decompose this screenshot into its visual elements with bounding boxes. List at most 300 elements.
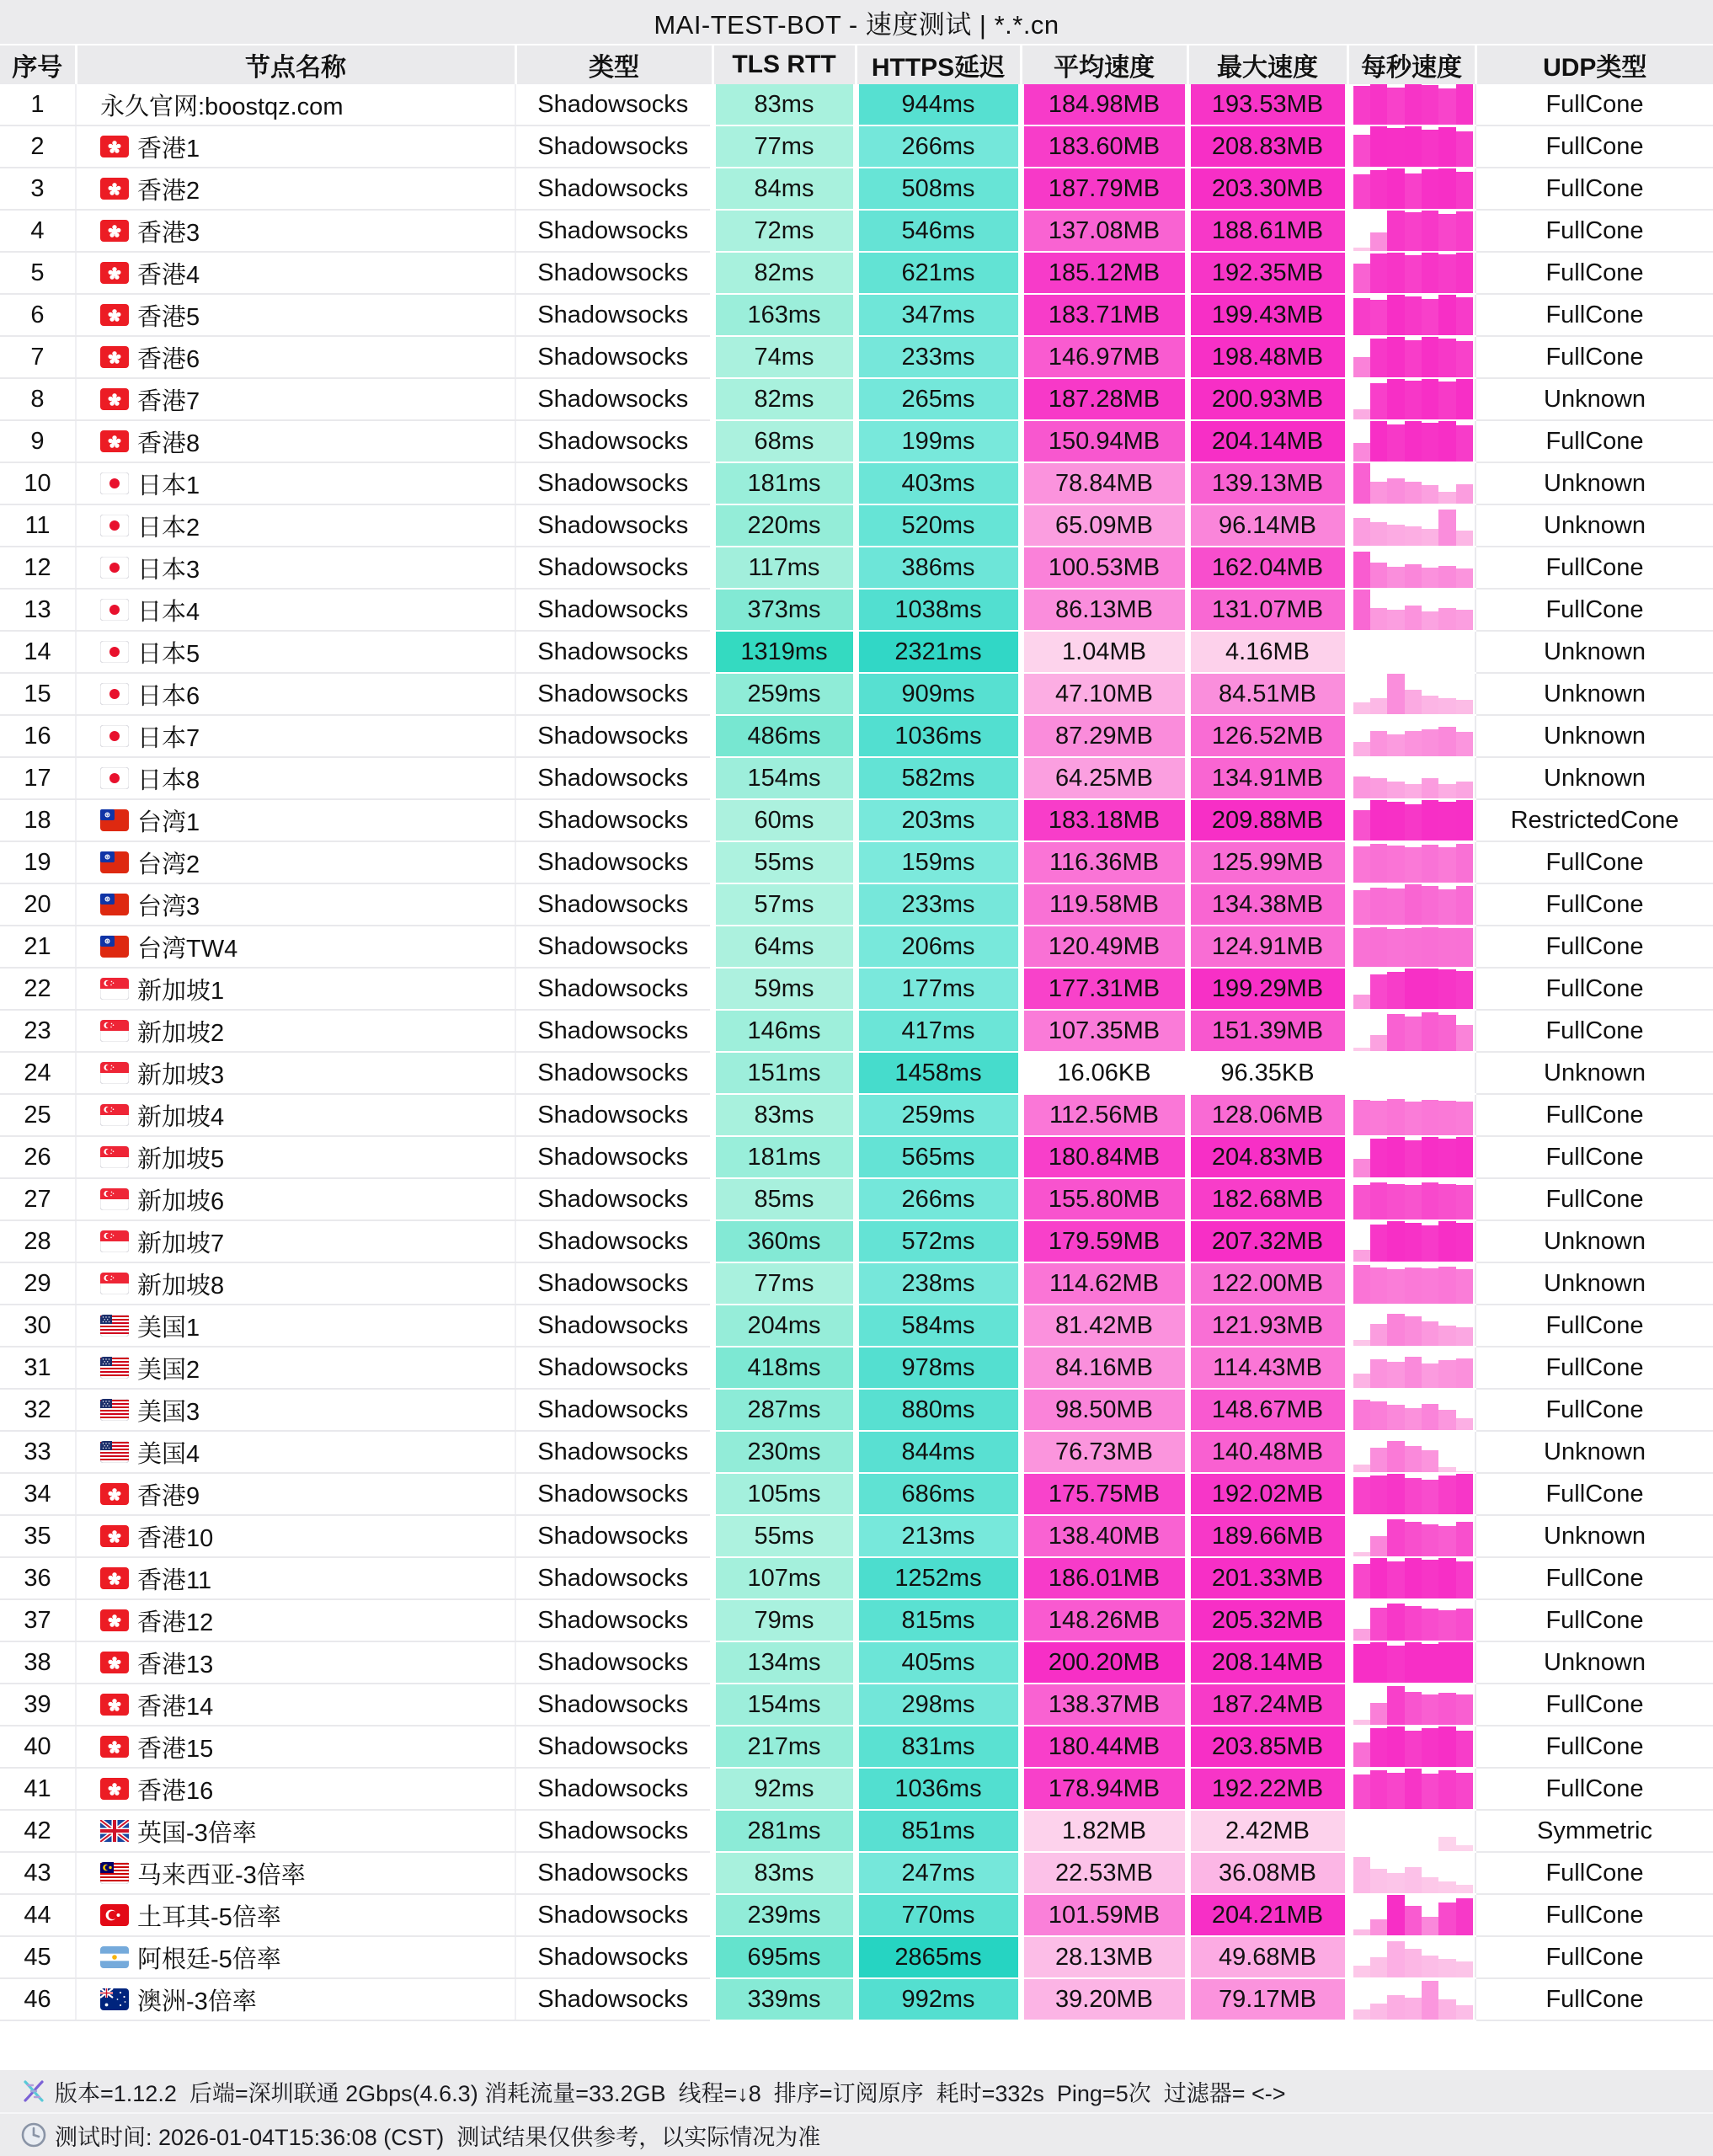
speed-bar <box>1387 846 1404 883</box>
node-name-cell <box>76 1094 515 1136</box>
max-speed-cell: 4.16MB <box>1187 631 1347 673</box>
speed-bar <box>1353 2009 1370 2020</box>
https-latency-cell: 584ms <box>856 1305 1021 1347</box>
avg-speed-cell: 98.50MB <box>1021 1389 1187 1431</box>
speed-per-second-chart <box>1351 421 1476 462</box>
speed-bar <box>1370 1324 1387 1346</box>
table-row <box>0 1557 1713 1599</box>
node-name: 马来西亚-3倍率 <box>137 1861 306 1889</box>
speed-bar <box>1438 784 1455 798</box>
flag-sg-icon <box>100 1188 129 1210</box>
table-row <box>0 1978 1713 2020</box>
node-name-cell <box>76 968 515 1010</box>
speed-bar <box>1370 698 1387 714</box>
row-number-cell: 24 <box>0 1052 76 1094</box>
table-row <box>0 1347 1713 1389</box>
https-latency-cell: 1458ms <box>856 1052 1021 1094</box>
speed-bar <box>1353 1400 1370 1430</box>
speed-bar <box>1370 778 1387 798</box>
max-speed-cell: 125.99MB <box>1187 841 1347 883</box>
avg-speed-cell: 155.80MB <box>1021 1178 1187 1220</box>
speed-bar <box>1353 810 1370 841</box>
node-type-cell: Shadowsocks <box>515 589 712 631</box>
speed-bar <box>1456 1102 1473 1135</box>
speed-bar <box>1438 254 1455 293</box>
https-latency-cell: 944ms <box>856 84 1021 125</box>
https-latency-cell: 233ms <box>856 336 1021 378</box>
https-latency-cell: 909ms <box>856 673 1021 715</box>
node-name-cell <box>76 926 515 968</box>
udp-type-cell: Unknown <box>1476 631 1713 673</box>
node-name-cell <box>76 336 515 378</box>
https-latency-cell: 199ms <box>856 420 1021 462</box>
table-row <box>0 589 1713 631</box>
udp-type-cell: FullCone <box>1476 589 1713 631</box>
node-name-cell <box>76 1684 515 1726</box>
tls-rtt-cell: 64ms <box>712 926 856 968</box>
speed-bar <box>1387 1314 1404 1346</box>
speed-bar <box>1422 611 1438 630</box>
node-name: 香港4 <box>137 261 200 289</box>
max-speed-cell: 122.00MB <box>1187 1262 1347 1305</box>
node-name-cell <box>76 841 515 883</box>
speed-bar <box>1456 379 1473 419</box>
speed-bar <box>1353 1644 1370 1683</box>
max-speed-cell: 126.52MB <box>1187 715 1347 757</box>
speed-bar <box>1438 1360 1455 1388</box>
node-name: 美国3 <box>137 1398 200 1426</box>
speed-bar <box>1422 1524 1438 1556</box>
speed-bar <box>1370 1770 1387 1809</box>
speed-bar <box>1387 1405 1404 1430</box>
speed-bar <box>1387 929 1404 967</box>
table-row <box>0 168 1713 210</box>
avg-speed-cell: 119.58MB <box>1021 883 1187 926</box>
speed-bar <box>1387 1941 1404 1977</box>
speed-bar <box>1438 608 1455 630</box>
speed-bar <box>1405 1267 1422 1304</box>
max-speed-cell: 128.06MB <box>1187 1094 1347 1136</box>
speed-bar <box>1387 128 1404 167</box>
node-name: 香港1 <box>137 135 200 163</box>
node-type-cell: Shadowsocks <box>515 1515 712 1557</box>
table-row <box>0 1262 1713 1305</box>
speed-bar <box>1456 1471 1473 1472</box>
speed-chart-cell <box>1347 1726 1476 1768</box>
node-type-cell: Shadowsocks <box>515 210 712 252</box>
dna-icon <box>20 2078 47 2105</box>
speed-bar <box>1405 126 1422 167</box>
node-type-cell: Shadowsocks <box>515 1473 712 1515</box>
speed-per-second-chart <box>1351 1011 1476 1051</box>
node-type-cell: Shadowsocks <box>515 125 712 168</box>
tls-rtt-cell: 83ms <box>712 84 856 125</box>
speed-bar <box>1353 1374 1370 1388</box>
avg-speed-cell: 187.28MB <box>1021 378 1187 420</box>
node-type-cell: Shadowsocks <box>515 841 712 883</box>
row-number-cell: 34 <box>0 1473 76 1515</box>
row-number-cell: 28 <box>0 1220 76 1262</box>
speed-bar <box>1370 1101 1387 1135</box>
speed-bar <box>1370 927 1387 967</box>
speed-bar <box>1422 1321 1438 1346</box>
speed-bar <box>1405 1558 1422 1598</box>
table-row <box>0 336 1713 378</box>
speed-bar <box>1438 1903 1455 1935</box>
https-latency-cell: 686ms <box>856 1473 1021 1515</box>
speed-bar <box>1438 214 1455 251</box>
udp-type-cell: FullCone <box>1476 84 1713 125</box>
table-row <box>0 1726 1713 1768</box>
speed-bar <box>1353 298 1370 335</box>
max-speed-cell: 207.32MB <box>1187 1220 1347 1262</box>
row-number-cell: 41 <box>0 1768 76 1810</box>
speed-bar <box>1405 1692 1422 1725</box>
speed-bar <box>1422 1364 1438 1388</box>
node-name: 香港7 <box>137 387 200 415</box>
speed-bar <box>1370 300 1387 335</box>
speed-bar <box>1456 1609 1473 1641</box>
tls-rtt-cell: 373ms <box>712 589 856 631</box>
speed-bar <box>1456 172 1473 209</box>
speed-bar <box>1405 1606 1422 1641</box>
speed-bar <box>1456 1845 1473 1851</box>
avg-speed-cell: 183.60MB <box>1021 125 1187 168</box>
node-name-cell <box>76 547 515 589</box>
speed-bar <box>1387 734 1404 756</box>
node-type-cell: Shadowsocks <box>515 1894 712 1936</box>
avg-speed-cell: 183.18MB <box>1021 799 1187 841</box>
speed-bar <box>1422 1225 1438 1262</box>
udp-type-cell: FullCone <box>1476 1684 1713 1726</box>
speed-bar <box>1456 1961 1473 1977</box>
speed-per-second-chart <box>1351 1684 1476 1725</box>
speed-per-second-chart <box>1351 253 1476 293</box>
node-name-cell <box>76 715 515 757</box>
flag-sg-icon <box>100 978 129 1000</box>
node-type-cell: Shadowsocks <box>515 715 712 757</box>
max-speed-cell: 121.93MB <box>1187 1305 1347 1347</box>
node-name-cell <box>76 1726 515 1768</box>
speed-bar <box>1438 1726 1455 1767</box>
speed-bar <box>1456 1474 1473 1514</box>
speed-bar <box>1370 1359 1387 1388</box>
node-type-cell: Shadowsocks <box>515 1431 712 1473</box>
flag-jp-icon <box>100 683 129 705</box>
table-row <box>0 1641 1713 1684</box>
speed-bar <box>1456 1418 1473 1430</box>
node-type-cell: Shadowsocks <box>515 84 712 125</box>
node-name-cell <box>76 294 515 336</box>
speed-bar <box>1405 1478 1422 1514</box>
flag-hk-icon <box>100 178 129 200</box>
flag-sg-icon <box>100 1273 129 1294</box>
udp-type-cell: Unknown <box>1476 1220 1713 1262</box>
speed-per-second-chart <box>1351 842 1476 883</box>
speed-bar <box>1370 1703 1387 1725</box>
tls-rtt-cell: 239ms <box>712 1894 856 1936</box>
speed-bar <box>1387 1519 1404 1556</box>
udp-type-cell: FullCone <box>1476 1852 1713 1894</box>
https-latency-cell: 2321ms <box>856 631 1021 673</box>
node-type-cell: Shadowsocks <box>515 1557 712 1599</box>
speed-chart-cell <box>1347 1936 1476 1978</box>
column-header-序号: 序号 <box>0 45 76 84</box>
row-number-cell: 37 <box>0 1599 76 1641</box>
node-name: 新加坡1 <box>137 977 225 1005</box>
avg-speed-cell: 47.10MB <box>1021 673 1187 715</box>
row-number-cell: 39 <box>0 1684 76 1726</box>
speed-bar <box>1438 382 1455 419</box>
speed-bar <box>1370 1401 1387 1430</box>
udp-type-cell: FullCone <box>1476 1136 1713 1178</box>
node-type-cell: Shadowsocks <box>515 631 712 673</box>
speed-bar <box>1353 1100 1370 1135</box>
node-type-cell: Shadowsocks <box>515 1599 712 1641</box>
speed-bar <box>1456 484 1473 504</box>
tls-rtt-cell: 60ms <box>712 799 856 841</box>
speed-chart-cell <box>1347 631 1476 673</box>
speed-bar <box>1387 478 1404 504</box>
udp-type-cell: FullCone <box>1476 1473 1713 1515</box>
node-name: 新加坡2 <box>137 1019 225 1047</box>
speed-bar <box>1438 339 1455 377</box>
speed-chart-cell <box>1347 1852 1476 1894</box>
https-latency-cell: 815ms <box>856 1599 1021 1641</box>
speed-bar <box>1405 1223 1422 1262</box>
tls-rtt-cell: 83ms <box>712 1094 856 1136</box>
flag-hk-icon <box>100 430 129 452</box>
table-row <box>0 968 1713 1010</box>
https-latency-cell: 203ms <box>856 799 1021 841</box>
speed-bar <box>1422 211 1438 251</box>
https-latency-cell: 177ms <box>856 968 1021 1010</box>
speed-chart-cell <box>1347 1641 1476 1684</box>
node-name: 新加坡8 <box>137 1272 225 1299</box>
speed-bar <box>1456 1269 1473 1304</box>
speed-per-second-chart <box>1351 1221 1476 1262</box>
speed-bar <box>1387 253 1404 293</box>
speed-bar <box>1456 700 1473 714</box>
udp-type-cell: Unknown <box>1476 504 1713 547</box>
tls-rtt-cell: 259ms <box>712 673 856 715</box>
speed-chart-cell <box>1347 84 1476 125</box>
speed-per-second-chart <box>1351 505 1476 546</box>
udp-type-cell: Unknown <box>1476 1262 1713 1305</box>
footer-stats: 版本=1.12.2 后端=深圳联通 2Gbps(4.6.3) 消耗流量=33.2GB 线程=↓8 排序=订阅原序 耗时=332s Ping=5次 过滤器= <-> <box>55 2080 1286 2106</box>
speed-chart-cell <box>1347 1894 1476 1936</box>
flag-my-icon <box>100 1862 129 1884</box>
speed-bar <box>1353 1629 1370 1641</box>
speed-chart-cell <box>1347 1557 1476 1599</box>
speed-bar <box>1405 1017 1422 1051</box>
node-name-cell <box>76 673 515 715</box>
node-name: 香港15 <box>137 1735 214 1763</box>
flag-au-icon <box>100 1988 129 2010</box>
speed-bar <box>1422 1917 1438 1935</box>
speed-bar <box>1387 1099 1404 1135</box>
udp-type-cell: FullCone <box>1476 1557 1713 1599</box>
node-name-cell <box>76 1136 515 1178</box>
speed-bar <box>1370 2004 1387 2020</box>
max-speed-cell: 188.61MB <box>1187 210 1347 252</box>
table-row <box>0 1052 1713 1094</box>
speed-per-second-chart <box>1351 1348 1476 1388</box>
udp-type-cell: FullCone <box>1476 926 1713 968</box>
table-row <box>0 1220 1713 1262</box>
speed-bar <box>1370 170 1387 209</box>
tls-rtt-cell: 154ms <box>712 1684 856 1726</box>
speed-bar <box>1438 969 1455 1009</box>
speed-bar <box>1438 510 1455 546</box>
avg-speed-cell: 200.20MB <box>1021 1641 1187 1684</box>
speed-bar <box>1422 299 1438 335</box>
speed-bar <box>1456 1694 1473 1725</box>
udp-type-cell: FullCone <box>1476 841 1713 883</box>
node-type-cell: Shadowsocks <box>515 336 712 378</box>
speed-bar <box>1422 568 1438 588</box>
avg-speed-cell: 180.44MB <box>1021 1726 1187 1768</box>
max-speed-cell: 140.48MB <box>1187 1431 1347 1473</box>
speed-bar <box>1387 1726 1404 1767</box>
https-latency-cell: 546ms <box>856 210 1021 252</box>
https-latency-cell: 259ms <box>856 1094 1021 1136</box>
flag-jp-icon <box>100 767 129 789</box>
https-latency-cell: 265ms <box>856 378 1021 420</box>
udp-type-cell: FullCone <box>1476 1178 1713 1220</box>
tls-rtt-cell: 339ms <box>712 1978 856 2020</box>
https-latency-cell: 405ms <box>856 1641 1021 1684</box>
flag-hk-icon <box>100 220 129 242</box>
node-name-cell <box>76 1262 515 1305</box>
speed-bar <box>1405 212 1422 251</box>
speed-bar <box>1353 174 1370 209</box>
table-row <box>0 757 1713 799</box>
speed-bar <box>1353 776 1370 798</box>
speed-bar <box>1387 802 1404 841</box>
node-name: 阿根廷-5倍率 <box>137 1945 281 1973</box>
row-number-cell: 38 <box>0 1641 76 1684</box>
speed-bar <box>1405 381 1422 419</box>
speed-per-second-chart <box>1351 1558 1476 1598</box>
speed-bar <box>1387 424 1404 462</box>
https-latency-cell: 238ms <box>856 1262 1021 1305</box>
node-name-cell <box>76 1347 515 1389</box>
speed-per-second-chart <box>1351 1811 1476 1851</box>
speed-bar <box>1422 1268 1438 1304</box>
speed-bar <box>1422 1182 1438 1219</box>
avg-speed-cell: 185.12MB <box>1021 252 1187 294</box>
table-row <box>0 631 1713 673</box>
tls-rtt-cell: 1319ms <box>712 631 856 673</box>
speed-bar <box>1456 253 1473 293</box>
udp-type-cell: Unknown <box>1476 1431 1713 1473</box>
speed-bar <box>1405 1408 1422 1430</box>
node-name-cell <box>76 1557 515 1599</box>
flag-tw-icon <box>100 936 129 958</box>
speed-bar <box>1353 1185 1370 1219</box>
speed-bar <box>1422 1774 1438 1809</box>
speed-bar <box>1422 778 1438 798</box>
row-number-cell: 40 <box>0 1726 76 1768</box>
avg-speed-cell: 100.53MB <box>1021 547 1187 589</box>
node-name-cell <box>76 84 515 125</box>
node-name-cell <box>76 1768 515 1810</box>
node-name: 香港10 <box>137 1524 214 1552</box>
speed-per-second-chart <box>1351 632 1476 672</box>
https-latency-cell: 266ms <box>856 1178 1021 1220</box>
speed-per-second-chart <box>1351 379 1476 419</box>
tls-rtt-cell: 181ms <box>712 1136 856 1178</box>
speed-bar <box>1405 1998 1422 2020</box>
speed-chart-cell <box>1347 1768 1476 1810</box>
speed-per-second-chart <box>1351 126 1476 167</box>
max-speed-cell: 193.53MB <box>1187 84 1347 125</box>
tls-rtt-cell: 55ms <box>712 1515 856 1557</box>
node-type-cell: Shadowsocks <box>515 799 712 841</box>
node-name-cell <box>76 1431 515 1473</box>
speed-bar <box>1405 173 1422 209</box>
udp-type-cell: FullCone <box>1476 252 1713 294</box>
max-speed-cell: 79.17MB <box>1187 1978 1347 2020</box>
speed-per-second-chart <box>1351 1263 1476 1304</box>
speed-bar <box>1405 1867 1422 1893</box>
speed-bar <box>1405 606 1422 630</box>
speed-bar <box>1387 1773 1404 1809</box>
spacer <box>0 2021 1713 2070</box>
flag-us-icon <box>100 1315 129 1337</box>
node-name-cell <box>76 1852 515 1894</box>
node-name-cell <box>76 799 515 841</box>
column-header-节点名称: 节点名称 <box>76 45 515 84</box>
tls-rtt-cell: 217ms <box>712 1726 856 1768</box>
row-number-cell: 18 <box>0 799 76 841</box>
avg-speed-cell: 39.20MB <box>1021 1978 1187 2020</box>
flag-us-icon <box>100 1399 129 1421</box>
column-header-最大速度: 最大速度 <box>1187 45 1347 84</box>
node-name: 日本8 <box>137 766 200 794</box>
avg-speed-cell: 65.09MB <box>1021 504 1187 547</box>
speed-bar <box>1438 1476 1455 1514</box>
speed-chart-cell <box>1347 1684 1476 1726</box>
speed-bar <box>1353 552 1370 588</box>
speed-bar <box>1353 1552 1370 1556</box>
row-number-cell: 29 <box>0 1262 76 1305</box>
row-number-cell: 45 <box>0 1936 76 1978</box>
speed-bar <box>1456 1025 1473 1051</box>
speed-chart-cell <box>1347 1262 1476 1305</box>
speed-bar <box>1438 1184 1455 1219</box>
speed-bar <box>1456 1358 1473 1388</box>
speed-per-second-chart <box>1351 926 1476 967</box>
avg-speed-cell: 87.29MB <box>1021 715 1187 757</box>
speed-per-second-chart <box>1351 1937 1476 1977</box>
node-name: 日本4 <box>137 598 200 626</box>
speed-bar <box>1422 1404 1438 1430</box>
https-latency-cell: 417ms <box>856 1010 1021 1052</box>
speed-bar <box>1353 463 1370 504</box>
speed-chart-cell <box>1347 1389 1476 1431</box>
speed-per-second-chart <box>1351 1432 1476 1472</box>
avg-speed-cell: 183.71MB <box>1021 294 1187 336</box>
flag-jp-icon <box>100 599 129 621</box>
node-name-cell <box>76 210 515 252</box>
speed-bar <box>1438 847 1455 883</box>
speed-bar <box>1422 379 1438 419</box>
node-type-cell: Shadowsocks <box>515 926 712 968</box>
speed-bar <box>1422 696 1438 714</box>
node-name: 香港8 <box>137 430 200 457</box>
